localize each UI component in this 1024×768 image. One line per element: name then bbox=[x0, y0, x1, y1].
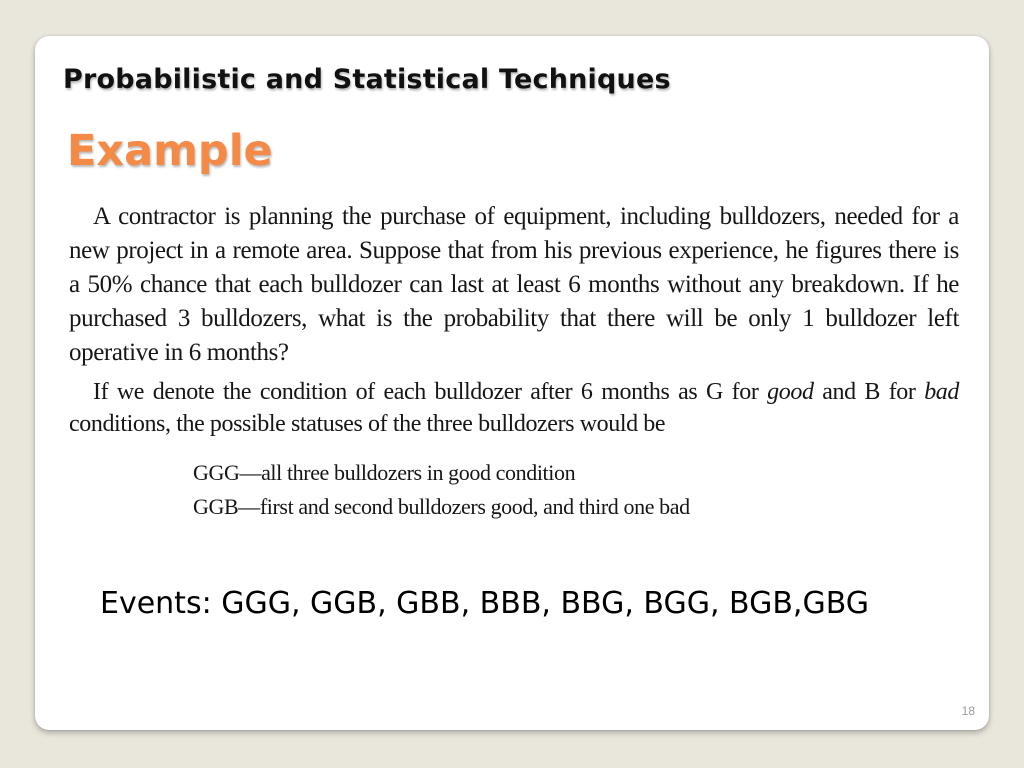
word-good: good bbox=[767, 379, 814, 405]
textbook-excerpt bbox=[69, 200, 959, 524]
status-item: GGG—all three bulldozers in good condition bbox=[193, 460, 576, 485]
notation-paragraph bbox=[69, 376, 959, 440]
notation-text-part1: If we denote the condition of each bulldozer after 6 months as G for bbox=[93, 379, 768, 405]
slide-subtitle: Example bbox=[67, 126, 273, 176]
status-item: GGB—first and second bulldozers good, and third one bad bbox=[193, 494, 690, 519]
notation-text-part3: conditions, the possible statuses of the three bulldozers would be bbox=[69, 411, 666, 437]
slide-title: Probabilistic and Statistical Techniques bbox=[63, 64, 671, 95]
problem-paragraph: A contractor is planning the purchase of equipment, including bulldozers, needed for a new project in a remote area. Suppose that from his previous experience, he figures there is a 50% chance that each bulldozer can last at least 6 months without any breakdown. If he purchased 3 bulldozers, what is the probability that there will be only 1 bulldozer left operative in 6 months? bbox=[69, 203, 959, 366]
events-text: Events: GGG, GGB, GBB, BBB, BBG, BGG, BGB,GBG bbox=[100, 586, 870, 621]
page-number: 18 bbox=[961, 704, 975, 718]
slide bbox=[35, 36, 989, 730]
status-list bbox=[193, 456, 959, 524]
word-bad: bad bbox=[924, 379, 959, 405]
notation-text-part2: and B for bbox=[813, 379, 925, 405]
